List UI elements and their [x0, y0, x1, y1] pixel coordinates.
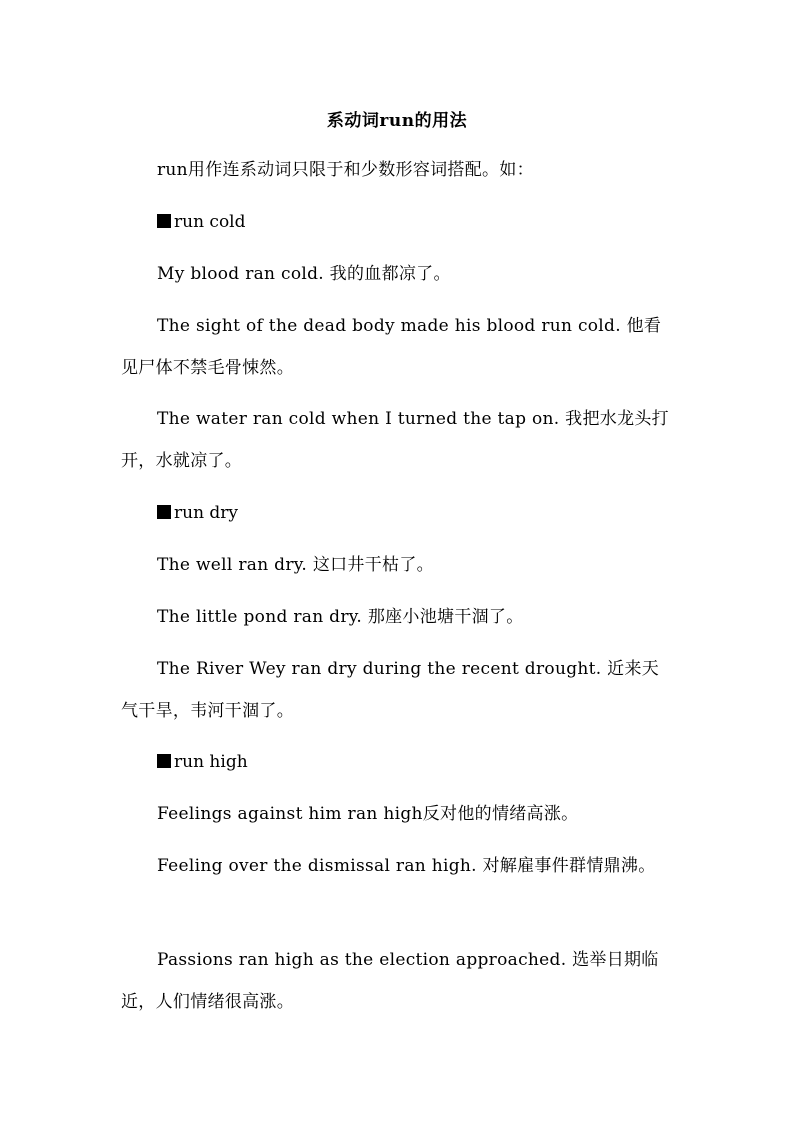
section-heading-label: run cold — [174, 212, 246, 232]
square-bullet-icon — [157, 214, 171, 228]
example-paragraph: The little pond ran dry. 那座小池塘干涸了。 — [157, 607, 524, 627]
page-title: 系动词run的用法 — [326, 111, 468, 131]
intro-paragraph: run用作连系动词只限于和少数形容词搭配。如： — [157, 160, 534, 180]
section-heading-run-high — [157, 751, 248, 773]
section-heading-label: run high — [174, 752, 248, 772]
example-paragraph: The River Wey ran dry during the recent drought. 近来天气干旱，韦河干涸了。 — [121, 659, 660, 721]
square-bullet-icon — [157, 754, 171, 768]
section-heading-run-cold — [157, 211, 246, 233]
example-paragraph: The well ran dry. 这口井干枯了。 — [157, 555, 434, 575]
section-heading-label: run dry — [174, 503, 239, 523]
section-heading-run-dry — [157, 502, 238, 524]
example-paragraph: The water ran cold when I turned the tap on. 我把水龙头打开，水就凉了。 — [121, 409, 669, 471]
example-paragraph: Feeling over the dismissal ran high. 对解雇事件群情鼎沸。 — [157, 856, 656, 876]
example-paragraph: Feelings against him ran high反对他的情绪高涨。 — [157, 804, 579, 824]
example-paragraph: My blood ran cold. 我的血都凉了。 — [157, 264, 451, 284]
example-paragraph: Passions ran high as the election approached. 选举日期临近，人们情绪很高涨。 — [121, 950, 659, 1012]
example-paragraph: The sight of the dead body made his blood run cold. 他看见尸体不禁毛骨悚然。 — [121, 316, 662, 378]
square-bullet-icon — [157, 505, 171, 519]
